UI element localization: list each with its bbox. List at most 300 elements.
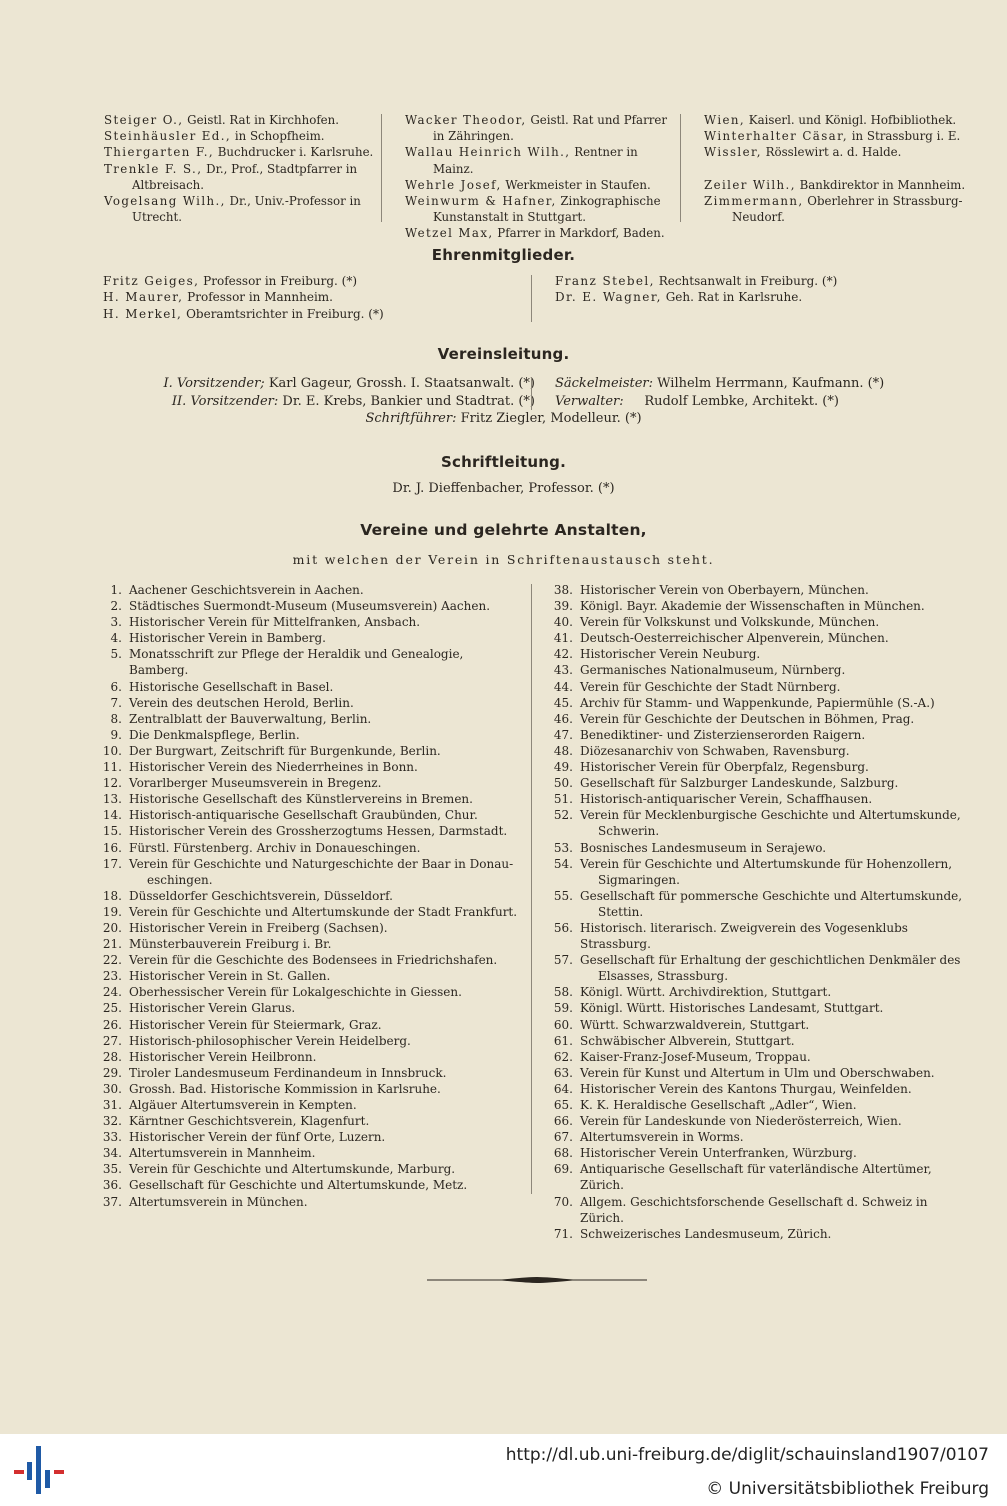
society-item (100, 904, 524, 920)
member-description: Professor in Mannheim. (187, 290, 333, 305)
society-name: Diözesanarchiv von Schwaben, Ravensburg. (580, 743, 850, 758)
society-number: 39. (553, 599, 573, 614)
member-name: Trenkle F. S., (104, 161, 203, 176)
society-item (100, 1097, 524, 1113)
society-item (551, 791, 969, 807)
society-number: 33. (102, 1130, 122, 1145)
member-name: Steiger O., (104, 113, 184, 127)
society-number: 53. (553, 840, 573, 855)
society-name: Historischer Verein Neuburg. (580, 647, 761, 662)
society-item (551, 727, 969, 743)
member-description: Geistl. Rat in Kirchhofen. (187, 113, 340, 127)
society-name: Königl. Württ. Archivdirektion, Stuttgart. (580, 985, 832, 1000)
society-item (100, 614, 524, 630)
society-name: Der Burgwart, Zeitschrift für Burgenkunde, Berlin. (129, 743, 441, 758)
member-entry (103, 306, 523, 322)
society-item (100, 759, 524, 775)
society-name-continued: Sigmaringen. (598, 872, 680, 887)
society-number: 24. (102, 985, 122, 1000)
society-number: 52. (553, 808, 573, 823)
society-number: 28. (102, 1049, 122, 1064)
board-chair-2: II. Vorsitzender: Dr. E. Krebs, Bankier und Stadtrat. (*) (171, 393, 535, 409)
society-number: 50. (553, 776, 573, 791)
society-item (551, 1000, 969, 1016)
society-name-continued: Elsasses, Strassburg. (598, 969, 729, 984)
society-number: 29. (102, 1065, 122, 1080)
society-name: Grossh. Bad. Historische Kommission in Karlsruhe. (129, 1081, 441, 1096)
board-left (163, 375, 535, 410)
society-name: Historischer Verein von Oberbayern, München. (580, 583, 869, 597)
member-name: Vogelsang Wilh., (104, 194, 226, 209)
member-name: Winterhalter Cäsar, (704, 129, 849, 144)
society-item (100, 1161, 524, 1177)
society-number: 9. (110, 727, 122, 742)
society-number: 7. (110, 695, 122, 710)
society-number: 35. (102, 1162, 122, 1177)
society-number: 10. (102, 743, 122, 758)
member-description: Zinkographische Kunstanstalt in Stuttgart. (433, 194, 661, 225)
member-column-2 (405, 112, 673, 242)
member-name: Franz Stebel, (555, 274, 655, 288)
member-entry (405, 225, 673, 241)
society-number: 71. (553, 1226, 573, 1241)
society-name: Gesellschaft für Erhaltung der geschichtlichen Denkmäler des (580, 953, 961, 968)
society-item (100, 1017, 524, 1033)
member-description: Bankdirektor in Mannheim. (799, 177, 966, 192)
member-description: Geh. Rat in Karlsruhe. (665, 290, 803, 305)
society-name: Historischer Verein Heilbronn. (129, 1049, 317, 1064)
society-name: Historischer Verein Unterfranken, Würzburg. (580, 1146, 857, 1161)
society-item (100, 1033, 524, 1049)
society-name: Germanisches Nationalmuseum, Nürnberg. (580, 663, 846, 678)
member-name: H. Merkel, (103, 306, 183, 321)
member-name: H. Maurer, (103, 290, 184, 305)
society-item (100, 1000, 524, 1016)
board-treasurer: Säckelmeister: Wilhelm Herrmann, Kaufmann. (*) (555, 376, 885, 391)
board-secretary: Schriftführer: Fritz Ziegler, Modelleur. (*) (365, 411, 642, 426)
society-item (551, 759, 969, 775)
society-item (551, 662, 969, 678)
society-name: Verein für Volkskunst und Volkskunde, München. (580, 615, 880, 630)
board-right (555, 375, 884, 410)
society-number: 1. (110, 583, 122, 597)
society-name: Historischer Verein Glarus. (129, 1001, 296, 1016)
society-name: Verein für Geschichte und Naturgeschichte der Baar in Donau- (129, 856, 514, 871)
society-number: 34. (102, 1146, 122, 1161)
society-name: Archiv für Stamm- und Wappenkunde, Papiermühle (S.-A.) (580, 695, 935, 710)
member-column-3 (704, 112, 968, 225)
honorary-heading: Ehrenmitglieder. (431, 246, 576, 264)
society-item (551, 840, 969, 856)
society-item (100, 888, 524, 904)
society-item (100, 856, 524, 888)
society-number: 32. (102, 1114, 122, 1129)
society-name: Städtisches Suermondt-Museum (Museumsverein) Aachen. (129, 599, 491, 614)
member-entry (405, 193, 673, 225)
society-number: 27. (102, 1033, 122, 1048)
society-name: Münsterbauverein Freiburg i. Br. (129, 937, 332, 952)
society-item (100, 1065, 524, 1081)
society-number: 18. (102, 888, 122, 903)
society-name: Kaiser-Franz-Josef-Museum, Troppau. (580, 1049, 811, 1064)
society-number: 65. (553, 1098, 573, 1112)
member-entry (104, 112, 374, 128)
column-divider (531, 584, 532, 1194)
member-description: Dr., Univ.-Professor in Utrecht. (132, 194, 361, 225)
member-description: in Schopfheim. (234, 129, 325, 144)
society-number: 49. (553, 760, 573, 775)
society-item (551, 1033, 969, 1049)
member-entry (555, 289, 975, 305)
society-number: 60. (553, 1017, 573, 1032)
society-name: Schwäbischer Albverein, Stuttgart. (580, 1033, 795, 1048)
society-number: 45. (553, 695, 573, 710)
society-name: Historische Gesellschaft des Künstlervereins in Bremen. (129, 792, 473, 807)
society-name: Schweizerisches Landesmuseum, Zürich. (580, 1226, 832, 1241)
member-description: Professor in Freiburg. (*) (203, 274, 358, 288)
society-item (551, 1194, 969, 1226)
society-item (551, 1145, 969, 1161)
society-item (551, 711, 969, 727)
society-name: Oberhessischer Verein für Lokalgeschichte in Giessen. (129, 985, 462, 1000)
society-item (100, 920, 524, 936)
society-number: 42. (553, 647, 573, 662)
ub-freiburg-logo-icon (14, 1444, 64, 1496)
society-number: 56. (553, 920, 573, 935)
society-number: 3. (110, 615, 122, 630)
society-name: Verein für Mecklenburgische Geschichte und Altertumskunde, (580, 808, 961, 823)
society-name: Bosnisches Landesmuseum in Serajewo. (580, 840, 827, 855)
column-divider (531, 275, 532, 322)
society-number: 5. (110, 647, 122, 662)
member-description: Dr., Prof., Stadtpfarrer in Altbreisach. (132, 161, 358, 192)
member-name: Wacker Theodor, (405, 113, 527, 127)
society-item (551, 646, 969, 662)
society-name: Tiroler Landesmuseum Ferdinandeum in Innsbruck. (129, 1065, 447, 1080)
society-item (100, 598, 524, 614)
society-number: 22. (102, 953, 122, 968)
society-name: Historischer Verein der fünf Orte, Luzern. (129, 1130, 386, 1145)
society-number: 37. (102, 1194, 122, 1209)
member-name: Dr. E. Wagner, (555, 290, 662, 305)
member-description: Werkmeister in Staufen. (505, 177, 651, 192)
society-number: 13. (102, 792, 122, 807)
society-number: 55. (553, 888, 573, 903)
society-number: 2. (110, 599, 122, 614)
society-number: 6. (110, 679, 122, 694)
society-number: 41. (553, 631, 573, 646)
society-item (551, 1226, 969, 1242)
society-item (551, 598, 969, 614)
society-item (551, 807, 969, 839)
society-number: 12. (102, 776, 122, 791)
society-name: K. K. Heraldische Gesellschaft „Adler“, Wien. (580, 1098, 857, 1112)
member-entry (704, 193, 968, 225)
society-name: Historische Gesellschaft in Basel. (129, 679, 334, 694)
editor-line: Dr. J. Dieffenbacher, Professor. (*) (392, 481, 615, 496)
society-number: 62. (553, 1049, 573, 1064)
society-item (100, 952, 524, 968)
society-item (100, 1129, 524, 1145)
member-description: Buchdrucker i. Karlsruhe. (217, 145, 374, 160)
society-number: 38. (553, 583, 573, 597)
society-name: Gesellschaft für pommersche Geschichte und Altertumskunde, (580, 888, 963, 903)
society-number: 54. (553, 856, 573, 871)
society-name: Historischer Verein für Mittelfranken, Ansbach. (129, 615, 421, 630)
society-item (100, 727, 524, 743)
society-number: 61. (553, 1033, 573, 1048)
copyright-notice: © Universitätsbibliothek Freiburg (706, 1479, 989, 1499)
editorial-heading: Schriftleitung. (440, 453, 567, 471)
society-name: Historischer Verein des Kantons Thurgau, Weinfelden. (580, 1081, 912, 1096)
society-item (100, 1177, 524, 1193)
society-name: Antiquarische Gesellschaft für vaterländische Altertümer, Zürich. (580, 1162, 932, 1193)
society-number: 43. (553, 663, 573, 678)
society-item (551, 1129, 969, 1145)
society-item (551, 1081, 969, 1097)
honorary-left-column (103, 273, 523, 322)
society-name: Algäuer Altertumsverein in Kempten. (129, 1098, 357, 1112)
society-name: Historischer Verein in St. Gallen. (129, 969, 331, 984)
member-name: Steinhäusler Ed., (104, 129, 232, 144)
member-entry (704, 128, 968, 144)
society-number: 40. (553, 615, 573, 630)
member-name: Wehrle Josef, (405, 177, 502, 192)
society-name: Württ. Schwarzwaldverein, Stuttgart. (580, 1017, 810, 1032)
society-number: 8. (110, 711, 122, 726)
member-name: Wissler, (704, 145, 762, 160)
society-number: 58. (553, 985, 573, 1000)
society-name: Historischer Verein für Oberpfalz, Regensburg. (580, 760, 869, 775)
society-item (100, 646, 524, 678)
society-number: 11. (102, 760, 122, 775)
society-item (100, 679, 524, 695)
society-name: Gesellschaft für Geschichte und Altertumskunde, Metz. (129, 1178, 468, 1193)
member-name: Wien, (704, 113, 746, 127)
society-name: Historisch-antiquarische Gesellschaft Graubünden, Chur. (129, 808, 478, 823)
society-name: Altertumsverein in München. (129, 1194, 308, 1209)
society-number: 25. (102, 1001, 122, 1016)
member-name: Zeiler Wilh., (704, 177, 796, 192)
society-number: 59. (553, 1001, 573, 1016)
society-name: Verein für Kunst und Altertum in Ulm und Oberschwaben. (580, 1065, 935, 1080)
member-description: Rechtsanwalt in Freiburg. (*) (658, 274, 838, 288)
member-description: Oberamtsrichter in Freiburg. (*) (186, 306, 384, 321)
society-name: Düsseldorfer Geschichtsverein, Düsseldorf. (129, 888, 393, 903)
society-item (551, 920, 969, 952)
society-name: Verein für Geschichte der Stadt Nürnberg. (580, 679, 841, 694)
society-number: 44. (553, 679, 573, 694)
society-item (551, 1113, 969, 1129)
member-description: Pfarrer in Markdorf, Baden. (497, 226, 665, 241)
society-name: Monatsschrift zur Pflege der Heraldik und Genealogie, Bamberg. (129, 647, 464, 678)
society-name: Historisch-philosophischer Verein Heidelberg. (129, 1033, 411, 1048)
society-item (100, 775, 524, 791)
member-entry (103, 273, 523, 289)
society-name: Verein für Geschichte und Altertumskunde, Marburg. (129, 1162, 456, 1177)
society-name: Historisch-antiquarischer Verein, Schaffhausen. (580, 792, 873, 807)
society-item (551, 1065, 969, 1081)
societies-heading: Vereine und gelehrte Anstalten, (360, 521, 647, 539)
society-number: 64. (553, 1081, 573, 1096)
society-name: Verein des deutschen Herold, Berlin. (129, 695, 354, 710)
society-item (100, 936, 524, 952)
society-number: 15. (102, 824, 122, 839)
society-number: 17. (102, 856, 122, 871)
society-name-continued: Stettin. (598, 904, 644, 919)
society-item (100, 968, 524, 984)
member-entry (704, 112, 968, 128)
society-number: 48. (553, 743, 573, 758)
society-item (100, 984, 524, 1000)
society-item (100, 582, 524, 598)
society-number: 68. (553, 1146, 573, 1161)
society-item (551, 743, 969, 759)
member-description: Oberlehrer in Strassburg-Neudorf. (732, 193, 963, 225)
society-number: 31. (102, 1098, 122, 1112)
society-number: 46. (553, 711, 573, 726)
society-item (551, 1161, 969, 1193)
member-entry (104, 128, 374, 144)
society-name: Aachener Geschichtsverein in Aachen. (129, 583, 364, 597)
society-item (100, 1081, 524, 1097)
society-item (551, 952, 969, 984)
society-item (100, 630, 524, 646)
society-name: Vorarlberger Museumsverein in Bregenz. (129, 776, 382, 791)
member-description: Kaiserl. und Königl. Hofbibliothek. (748, 113, 957, 127)
society-number: 19. (102, 904, 122, 919)
society-item (551, 1097, 969, 1113)
society-number: 26. (102, 1017, 122, 1032)
society-number: 57. (553, 953, 573, 968)
society-item (100, 1145, 524, 1161)
society-number: 21. (102, 937, 122, 952)
member-name: Weinwurm & Hafner, (405, 194, 557, 209)
member-entry (704, 144, 968, 160)
member-entry (704, 177, 968, 193)
member-entry (104, 161, 374, 193)
member-entry (103, 289, 523, 305)
member-description: Rentner in Mainz. (433, 145, 638, 176)
society-number: 20. (102, 920, 122, 935)
honorary-right-column (555, 273, 975, 306)
society-number: 16. (102, 840, 122, 855)
society-number: 47. (553, 727, 573, 742)
member-name: Fritz Geiges, (103, 274, 200, 288)
member-entry (405, 112, 673, 144)
ornament-rule (427, 1274, 647, 1286)
member-name: Zimmermann, (704, 193, 804, 208)
society-item (100, 823, 524, 839)
member-description: Geistl. Rat und Pfarrer in Zähringen. (433, 113, 667, 144)
society-item (551, 1049, 969, 1065)
society-item (551, 614, 969, 630)
societies-right-column (551, 582, 969, 1242)
society-number: 66. (553, 1114, 573, 1129)
society-item (551, 775, 969, 791)
column-divider (531, 377, 532, 410)
society-number: 51. (553, 792, 573, 807)
society-name: Historischer Verein in Freiberg (Sachsen). (129, 920, 388, 935)
society-item (551, 695, 969, 711)
society-number: 70. (553, 1194, 573, 1209)
column-divider (381, 114, 382, 222)
society-name: Die Denkmalspflege, Berlin. (129, 727, 300, 742)
society-name: Verein für Geschichte und Altertumskunde der Stadt Frankfurt. (129, 904, 518, 919)
society-name: Historischer Verein in Bamberg. (129, 631, 326, 646)
member-entry (405, 144, 673, 176)
society-name: Historischer Verein des Niederrheines in Bonn. (129, 760, 418, 775)
society-item (100, 711, 524, 727)
society-item (551, 984, 969, 1000)
society-name: Verein für Geschichte der Deutschen in Böhmen, Prag. (580, 711, 915, 726)
column-divider (680, 114, 681, 222)
society-item (100, 1194, 524, 1210)
society-name: Verein für Landeskunde von Niederösterreich, Wien. (580, 1114, 902, 1129)
society-name: Deutsch-Oesterreichischer Alpenverein, München. (580, 631, 889, 646)
member-name: Thiergarten F., (104, 145, 215, 160)
society-name: Gesellschaft für Salzburger Landeskunde, Salzburg. (580, 776, 899, 791)
footer-bar (0, 1434, 1007, 1506)
society-number: 63. (553, 1065, 573, 1080)
society-name-continued: eschingen. (147, 872, 213, 887)
society-name: Benediktiner- und Zisterzienserorden Raigern. (580, 727, 866, 742)
member-entry (104, 144, 374, 160)
society-number: 4. (110, 631, 122, 646)
society-number: 23. (102, 969, 122, 984)
societies-left-column (100, 582, 524, 1210)
society-item (100, 791, 524, 807)
society-item (551, 582, 969, 598)
society-number: 69. (553, 1162, 573, 1177)
society-item (551, 888, 969, 920)
society-item (551, 630, 969, 646)
source-url[interactable]: http://dl.ub.uni-freiburg.de/diglit/schauinsland1907/0107 (505, 1445, 989, 1465)
board-heading: Vereinsleitung. (437, 345, 570, 363)
society-number: 30. (102, 1081, 122, 1096)
society-item (100, 743, 524, 759)
society-item (551, 856, 969, 888)
member-description: Rösslewirt a. d. Halde. (765, 145, 902, 160)
society-item (100, 807, 524, 823)
society-name: Kärntner Geschichtsverein, Klagenfurt. (129, 1114, 370, 1129)
society-name: Historischer Verein für Steiermark, Graz. (129, 1017, 382, 1032)
society-number: 67. (553, 1130, 573, 1145)
board-administrator: Verwalter: Rudolf Lembke, Architekt. (*) (555, 393, 839, 409)
society-number: 14. (102, 808, 122, 823)
society-name: Allgem. Geschichtsforschende Gesellschaft d. Schweiz in Zürich. (580, 1194, 928, 1225)
society-name: Altertumsverein in Worms. (580, 1130, 744, 1145)
society-item (100, 695, 524, 711)
member-entry (405, 177, 673, 193)
society-name: Historischer Verein des Grossherzogtums Hessen, Darmstadt. (129, 824, 508, 839)
society-name: Königl. Württ. Historisches Landesamt, Stuttgart. (580, 1001, 884, 1016)
board-chair-1: I. Vorsitzender; Karl Gageur, Grossh. I. Staatsanwalt. (*) (163, 376, 535, 391)
society-name: Verein für die Geschichte des Bodensees in Friedrichshafen. (129, 953, 498, 968)
member-column-1 (104, 112, 374, 225)
member-entry (555, 273, 975, 289)
society-name: Historisch. literarisch. Zweigverein des Vogesenklubs Strassburg. (580, 920, 908, 952)
member-description: in Strassburg i. E. (851, 129, 961, 144)
society-item (100, 1049, 524, 1065)
society-name: Verein für Geschichte und Altertumskunde für Hohenzollern, (580, 856, 953, 871)
society-item (100, 840, 524, 856)
society-name: Königl. Bayr. Akademie der Wissenschaften in München. (580, 599, 925, 614)
member-name: Wallau Heinrich Wilh., (405, 145, 571, 160)
society-name: Fürstl. Fürstenberg. Archiv in Donaueschingen. (129, 840, 421, 855)
society-name: Zentralblatt der Bauverwaltung, Berlin. (129, 711, 372, 726)
society-item (551, 679, 969, 695)
